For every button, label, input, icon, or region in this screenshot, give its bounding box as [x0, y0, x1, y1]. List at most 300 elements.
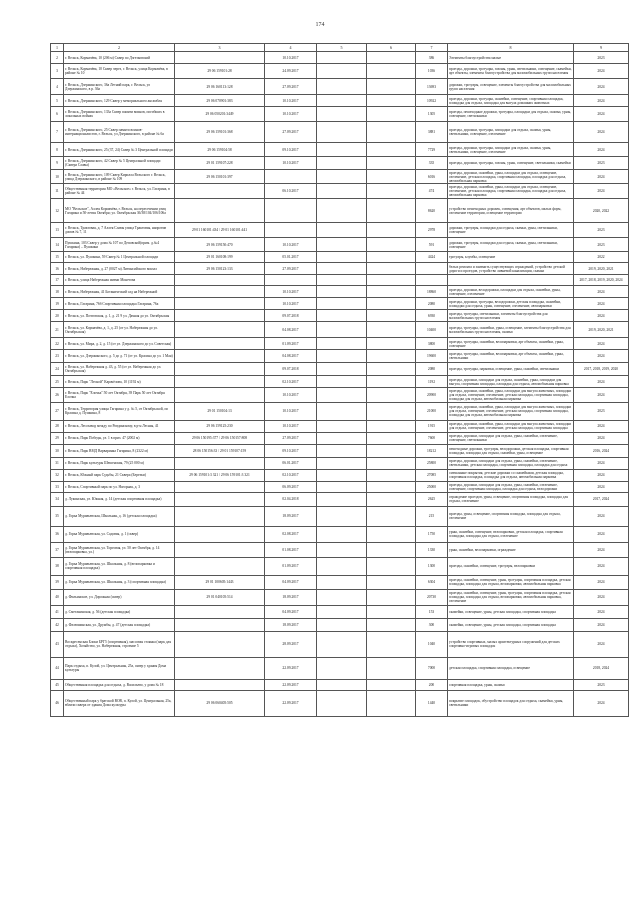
- table-cell-desc: урны, скамейки, освещение, велопарковки, детская площадка, спортивная площадка, площадка для отдыха, озеленение: [448, 526, 574, 542]
- table-cell-c5: [317, 363, 367, 376]
- table-cell-n: 20: [51, 310, 64, 322]
- table-cell-date: 27.09.2017: [265, 122, 317, 143]
- table-cell-area: 8620: [416, 199, 448, 223]
- table-cell-n: 7: [51, 122, 64, 143]
- table-row: [51, 184, 629, 199]
- table-cell-n: 35: [51, 506, 64, 526]
- table-cell-n: 13: [51, 223, 64, 238]
- table-cell-cad: [175, 310, 265, 322]
- table-cell-addr: г. Вельск, Набережная, 41 Ботанический сад на Набережной: [64, 286, 175, 298]
- table-cell-cad: [175, 618, 265, 631]
- table-cell-c6: [367, 618, 416, 631]
- table-cell-date: 27.09.2017: [265, 79, 317, 95]
- table-cell-addr: г. Вельск, ул. Кормачёва, д. 1, д. 25 (от ул. Набережная до ул. Октябрьская): [64, 322, 175, 338]
- table-cell-c6: [367, 143, 416, 157]
- table-cell-n: 11: [51, 184, 64, 199]
- table-cell-c6: [367, 275, 416, 286]
- table-cell-desc: проезды, дорожки, скамейки, урны, площадки для выгула животных, площадки для отдыха, освещение, озеленение, детская площадка, спортивная площадка, площадка для отдыха, автомобильная парковка: [448, 402, 574, 420]
- table-cell-year: 2024: [574, 457, 629, 469]
- table-cell-date: [265, 170, 317, 184]
- table-cell-c6: [367, 526, 416, 542]
- column-header: 9: [574, 44, 629, 52]
- table-cell-date: 05.01.2017: [265, 252, 317, 263]
- table-cell-c6: [367, 363, 416, 376]
- table-cell-c5: [317, 444, 367, 457]
- table-cell-year: 2024: [574, 338, 629, 350]
- table-cell-desc: покрытие площадок, обустройство площадок для отдыха, скамейки, урны, светильники: [448, 690, 574, 716]
- table-cell-desc: [448, 275, 574, 286]
- table-cell-desc: урны, скамейки, велопарковки, ограждение: [448, 542, 574, 557]
- table-row: [51, 542, 629, 557]
- table-cell-cad: [175, 557, 265, 575]
- table-row: [51, 526, 629, 542]
- table-cell-n: 31: [51, 457, 64, 469]
- table-cell-desc: проезды, дорожки, тротуары, площадки для отдыха, скамьи, урны, светильники, освещение, озеленение: [448, 122, 574, 143]
- table-cell-addr: г. Вельск, ул. Пушкина, 59 Сквер № 1 Центральной площади: [64, 252, 175, 263]
- table-cell-desc: проезды, дорожки, скамейки, урны, площадки для выгула животных, площадки для отдыха, освещение, озеленение, детская площадка, спортивная площадка, площадка для отдыха, автомобильная парковка: [448, 388, 574, 402]
- table-cell-date: 10.10.2017: [265, 286, 317, 298]
- table-cell-c5: [317, 469, 367, 481]
- table-cell-c5: [317, 679, 367, 690]
- table-cell-year: 2018, 2024: [574, 657, 629, 679]
- table-row: [51, 402, 629, 420]
- table-cell-date: 09.10.2017: [265, 444, 317, 457]
- table-cell-c6: [367, 263, 416, 275]
- table-cell-year: 2024: [574, 170, 629, 184]
- table-cell-year: 2024: [574, 506, 629, 526]
- column-header: 3: [175, 44, 265, 52]
- table-cell-c5: [317, 506, 367, 526]
- table-cell-date: 04.09.2017: [265, 575, 317, 589]
- table-cell-desc: проезды, тротуары, скамейки, велопарковки, арт объекты, скамейки, урны, освещение: [448, 338, 574, 350]
- table-cell-year: 2024: [574, 575, 629, 589]
- table-cell-n: 28: [51, 420, 64, 432]
- table-cell-c5: [317, 492, 367, 506]
- table-cell-c6: [367, 107, 416, 122]
- table-cell-cad: 29 06 150123:133: [175, 263, 265, 275]
- table-cell-desc: дорожки, тротуары, освещение, элементы благоустройства для маломобильных групп населения: [448, 79, 574, 95]
- table-cell-c5: [317, 457, 367, 469]
- table-row: [51, 557, 629, 575]
- table-cell-desc: проезды, скамейки, освещение, урны, тротуары, спортивная площадка, детская площадка, площадка для отдыха, велопарковки, автомобильная парковка, озеленение: [448, 589, 574, 605]
- table-cell-addr: г. Вельск, Гагарина, 76б Спортивная площадка Гагарина, 76а: [64, 298, 175, 310]
- table-cell-area: 27085: [416, 469, 448, 481]
- table-row: [51, 388, 629, 402]
- table-cell-date: 02.10.2017: [265, 376, 317, 388]
- table-cell-c5: [317, 64, 367, 79]
- table-cell-area: 6304: [416, 575, 448, 589]
- table-cell-n: 19: [51, 298, 64, 310]
- table-cell-cad: 29 06 159104:58: [175, 143, 265, 157]
- table-cell-desc: проезды, дорожки, площадки для отдыха, скамейки, урны, площадки для выгула, спортивная площадка, площадка для отдыха, автомобильная парковка: [448, 376, 574, 388]
- table-cell-addr: г. Вельск, Дзержинского, 109 Сквер Кирилла Вельского г. Вельск, улица Дзержинского, в районе № 109: [64, 170, 175, 184]
- table-cell-cad: [175, 376, 265, 388]
- table-row: [51, 605, 629, 618]
- table-cell-area: 7729: [416, 143, 448, 157]
- table-cell-year: 2019, 2020, 2021: [574, 322, 629, 338]
- table-cell-year: 2019, 2020, 2021: [574, 263, 629, 275]
- table-cell-year: 2024: [574, 107, 629, 122]
- table-cell-desc: проезды, пешеходные дорожки, тротуары, площадки для отдыха, скамьи, урны, освещение, светильники: [448, 107, 574, 122]
- table-cell-c5: [317, 605, 367, 618]
- table-cell-c5: [317, 350, 367, 363]
- table-cell-cad: 29 06 160113:128: [175, 79, 265, 95]
- table-cell-c6: [367, 402, 416, 420]
- table-cell-year: 2024: [574, 350, 629, 363]
- table-cell-addr: г. Вельск, Дзержинского, 25 Сквер памяти воинов-интернационалистов, г. Вельск, ул Дзержинского, в районе № 6а: [64, 122, 175, 143]
- table-cell-addr: г. Вельск, Парк ВМД Варваринка Гагарина, 8 (2322 м): [64, 444, 175, 457]
- table-cell-n: 27: [51, 402, 64, 420]
- table-cell-addr: Пушкина, 103 Сквер у дома № 107 по Деповской(прим. д.№4 Гагарина) – Пушкина: [64, 238, 175, 252]
- table-cell-area: 21000: [416, 402, 448, 420]
- table-row: [51, 420, 629, 432]
- table-cell-desc: пешеходные дорожки, тротуары, велодорожки, детская площадка, спортивная площадка, площадка для отдыха, скамейки, урны, освещение: [448, 444, 574, 457]
- table-cell-addr: г. Вельск, Дзержинского, 36а Летний парк, г. Вельск, ул Дзержинского, в р. 36а: [64, 79, 175, 95]
- table-cell-addr: г. Вельск, Трактовая, д. 7 Аллея Славы улица Трактовая, напротив домов № 7, 11: [64, 223, 175, 238]
- table-cell-addr: Общественный парк у братской ВОВ, п. Кулой, ул. Центральная, 25а, вблизи сквера от здания Дома культуры: [64, 690, 175, 716]
- table-cell-area: 10922: [416, 95, 448, 107]
- table-cell-date: 04.08.2017: [265, 350, 317, 363]
- table-cell-addr: Общественная площадка для отдыха, д. Васильево, у дома № 18: [64, 679, 175, 690]
- column-header: 6: [367, 44, 416, 52]
- table-row: [51, 469, 629, 481]
- table-cell-c6: [367, 184, 416, 199]
- table-cell-area: 474: [416, 184, 448, 199]
- table-cell-cad: 29 01 160108:199: [175, 252, 265, 263]
- table-cell-year: 2024: [574, 286, 629, 298]
- table-cell-n: 12: [51, 199, 64, 223]
- table-cell-area: 386: [416, 52, 448, 64]
- table-cell-c5: [317, 310, 367, 322]
- table-cell-n: 10: [51, 170, 64, 184]
- table-row: [51, 575, 629, 589]
- table-cell-desc: проезды, тротуары, скамейки, велопарковки, арт объекты, скамейки, урны, светильники: [448, 350, 574, 363]
- table-cell-desc: проезды, дорожки, скамейки, урны, площадки для отдыха, освещение, озеленение, детская площадка, спортивная площадка, площадка для отдыха, автомобильная парковка: [448, 184, 574, 199]
- table-cell-desc: проезды, дорожки, площадки для отдыха, урны, скамейки, озеленение, освещение, светильники: [448, 432, 574, 444]
- table-cell-area: 2080: [416, 298, 448, 310]
- table-cell-c5: [317, 481, 367, 492]
- table-cell-desc: детская площадка, спортивная площадка, освещение: [448, 657, 574, 679]
- table-cell-cad: 29 06 060405:505: [175, 690, 265, 716]
- table-cell-c5: [317, 338, 367, 350]
- table-cell-n: 32: [51, 469, 64, 481]
- table-cell-area: 335: [416, 157, 448, 170]
- table-row: [51, 298, 629, 310]
- table-cell-c5: [317, 157, 367, 170]
- territory-table: [50, 43, 629, 717]
- table-cell-date: 27.09.2017: [265, 263, 317, 275]
- table-cell-c5: [317, 432, 367, 444]
- table-cell-year: 2023: [574, 238, 629, 252]
- table-cell-addr: г. Вельск, Дзержинского, 129 Сквер у мемориального ансамбля: [64, 95, 175, 107]
- table-cell-area: 1330: [416, 542, 448, 557]
- table-cell-desc: проезды, дорожки, велодорожки, площадки для отдыха, скамейки, урны, освещение, озеленение: [448, 286, 574, 298]
- table-row: [51, 506, 629, 526]
- table-cell-desc: проезды, дорожки, тротуары, газоны, урны, светильники, освещение, скамейки, арт объекты, элементы благоустройства для маломобильных групп населения: [448, 64, 574, 79]
- table-cell-addr: д. Горка Муравьевская, ул. Садовая, д. 1 (сквер): [64, 526, 175, 542]
- table-cell-cad: [175, 199, 265, 223]
- table-cell-cad: 28 06 150156:33 / 29 01 159107:159: [175, 444, 265, 457]
- table-cell-cad: 29 06 150101:397: [175, 170, 265, 184]
- table-row: [51, 95, 629, 107]
- table-cell-desc: проезды, тротуары, парковки, освещение, урны, скамейки, светильники: [448, 363, 574, 376]
- table-cell-desc: проезды, дорожки, скамейки, урны, площадки для выгула животных, площадки для отдыха, освещение, озеленение, детская площадка, спортивная площадка: [448, 420, 574, 432]
- table-cell-cad: [175, 481, 265, 492]
- table-cell-addr: д. Фалюшинская, ул. Дружбы, д. 47 (детская площадка): [64, 618, 175, 631]
- column-header: 8: [448, 44, 574, 52]
- table-row: [51, 690, 629, 716]
- table-cell-addr: д. Горка Муравьевская, ул. Школьная, д. 3 (спортивная площадка): [64, 575, 175, 589]
- table-cell-desc: ограждение проездов, урны, освещение, спортивная площадка, площадка для отдыха, озеленение: [448, 492, 574, 506]
- table-cell-area: 2625: [416, 492, 448, 506]
- table-cell-date: 04.08.2017: [265, 322, 317, 338]
- table-cell-addr: г. Вельск, Парк культуры Шешенская, 79 (25 000 м): [64, 457, 175, 469]
- table-cell-date: 22.09.2017: [265, 690, 317, 716]
- table-cell-year: 2024: [574, 557, 629, 575]
- table-cell-addr: г. Вельск, Дзержинского, 133а Сквер памяти воинов, погибших в локальных войнах: [64, 107, 175, 122]
- table-cell-addr: г. Вельск, Спортивный парк по ул. Нагорная, д. 3: [64, 481, 175, 492]
- table-cell-n: 2: [51, 52, 64, 64]
- table-cell-addr: д. Горка Муравьевская, Школьная, д. 16 (детская площадка): [64, 506, 175, 526]
- table-cell-n: 34: [51, 492, 64, 506]
- table-cell-n: 8: [51, 143, 64, 157]
- table-cell-addr: МО "Вельское", Аллея Кормачёва, г. Вельск, на пересечении улиц Гагарина и 50-летия Октября; ул. Октябрьская 36/38/104/106/106а: [64, 199, 175, 223]
- table-cell-c6: [367, 298, 416, 310]
- table-cell-date: 18.09.2017: [265, 618, 317, 631]
- table-cell-year: 2024: [574, 388, 629, 402]
- page-number: 174: [315, 22, 325, 28]
- table-cell-addr: г. Вельск, Дзержинского, 42 Сквер № 5 Центральной площади (Сквера Славы): [64, 157, 175, 170]
- table-cell-area: 200: [416, 679, 448, 690]
- table-cell-cad: [175, 286, 265, 298]
- table-cell-n: 4: [51, 79, 64, 95]
- table-cell-year: 2024: [574, 526, 629, 542]
- table-cell-date: 01.09.2017: [265, 338, 317, 350]
- table-cell-year: 2024: [574, 481, 629, 492]
- table-cell-year: 2024: [574, 184, 629, 199]
- table-cell-n: 37: [51, 542, 64, 557]
- table-cell-date: 02.08.2017: [265, 526, 317, 542]
- column-header: 5: [317, 44, 367, 52]
- table-cell-date: [265, 223, 317, 238]
- table-cell-desc: проезды, скамейки, освещение, тротуары, велопарковки: [448, 557, 574, 575]
- table-cell-year: 2024: [574, 605, 629, 618]
- table-cell-c6: [367, 122, 416, 143]
- table-cell-n: 16: [51, 263, 64, 275]
- table-cell-area: 1305: [416, 107, 448, 122]
- table-cell-cad: [175, 322, 265, 338]
- table-cell-desc: проезды, дорожки, площадки для отдыха, урны, скамейки, озеленение, освещение, спортивная площадка, площадка для отдыха, велодорожки: [448, 481, 574, 492]
- table-cell-year: 2023: [574, 679, 629, 690]
- table-cell-date: 18.09.2017: [265, 506, 317, 526]
- table-cell-year: 2023: [574, 52, 629, 64]
- table-cell-c6: [367, 631, 416, 657]
- table-cell-c6: [367, 310, 416, 322]
- table-cell-n: 26: [51, 388, 64, 402]
- table-cell-cad: 29 01 150104:13: [175, 402, 265, 420]
- table-cell-c6: [367, 170, 416, 184]
- table-cell-c5: [317, 690, 367, 716]
- table-row: [51, 457, 629, 469]
- table-cell-c6: [367, 557, 416, 575]
- table-cell-year: 2024: [574, 469, 629, 481]
- table-row: [51, 338, 629, 350]
- table-cell-year: 2023: [574, 223, 629, 238]
- table-cell-cad: 29 01 040105:514: [175, 589, 265, 605]
- table-cell-cad: [175, 506, 265, 526]
- table-cell-cad: 29 01 159107:228: [175, 157, 265, 170]
- table-cell-cad: 29 06 159150:470: [175, 238, 265, 252]
- table-cell-date: 09.10.2017: [265, 143, 317, 157]
- table-cell-date: 01.08.2017: [265, 542, 317, 557]
- table-row: [51, 322, 629, 338]
- table-cell-c5: [317, 238, 367, 252]
- table-cell-n: 36: [51, 526, 64, 542]
- table-cell-c6: [367, 492, 416, 506]
- table-cell-cad: [175, 350, 265, 363]
- table-cell-area: 2978: [416, 223, 448, 238]
- table-cell-desc: проезды, урны, освещение, спортивная площадка, площадка для отдыха, озеленение: [448, 506, 574, 526]
- table-cell-date: 02.04.2018: [265, 492, 317, 506]
- table-cell-c5: [317, 298, 367, 310]
- table-cell-area: 6016: [416, 170, 448, 184]
- table-row: [51, 252, 629, 263]
- table-cell-desc: проезды, скамейки, освещение, урны, тротуары, спортивная площадка, детская площадка, площадка для отдыха, велопарковки, автомобильная парковка: [448, 575, 574, 589]
- table-cell-cad: [175, 542, 265, 557]
- table-row: [51, 143, 629, 157]
- table-cell-area: 18212: [416, 444, 448, 457]
- table-cell-c6: [367, 457, 416, 469]
- table-cell-addr: д. Сметанинская, д. 56 (детская площадка): [64, 605, 175, 618]
- table-cell-n: 21: [51, 322, 64, 338]
- table-cell-cad: 29 06 159125:230: [175, 420, 265, 432]
- table-cell-n: 45: [51, 679, 64, 690]
- table-cell-desc: проезды, тротуары, скамейки, урны, освещение, элементы благоустройства для маломобильных групп населения, скамьи: [448, 322, 574, 338]
- table-cell-desc: проезды, дорожки, тротуары, газоны, урны, освещение, светильники, скамейки: [448, 157, 574, 170]
- table-cell-n: 42: [51, 618, 64, 631]
- table-cell-c6: [367, 322, 416, 338]
- table-cell-c5: [317, 631, 367, 657]
- table-cell-date: 18.09.2017: [265, 589, 317, 605]
- table-cell-area: 591: [416, 238, 448, 252]
- table-cell-c6: [367, 388, 416, 402]
- table-cell-c5: [317, 52, 367, 64]
- table-cell-desc: проезды, тротуары, светильники, элементы благоустройства для маломобильных групп населения: [448, 310, 574, 322]
- table-cell-c5: [317, 657, 367, 679]
- table-row: [51, 444, 629, 457]
- table-cell-year: 2024: [574, 122, 629, 143]
- table-row: [51, 310, 629, 322]
- table-cell-c5: [317, 122, 367, 143]
- table-cell-c6: [367, 252, 416, 263]
- table-cell-n: 30: [51, 444, 64, 457]
- table-cell-n: 39: [51, 575, 64, 589]
- table-cell-c6: [367, 432, 416, 444]
- table-row: [51, 363, 629, 376]
- table-cell-date: 06.10.2017: [265, 184, 317, 199]
- table-cell-year: 2017, 2024: [574, 492, 629, 506]
- table-cell-desc: проезды, дорожки, тротуары, велодорожки, детская площадка, скамейки, площадки для отдыха, урны, освещение, озеленение, автопарковки: [448, 298, 574, 310]
- table-cell-n: 23: [51, 350, 64, 363]
- table-cell-c6: [367, 481, 416, 492]
- table-cell-addr: г. Вельск, Парк Победы, ул. 1 в приз. 47 (2002 м): [64, 432, 175, 444]
- table-cell-year: 2017, 2018, 2019, 2020: [574, 363, 629, 376]
- table-cell-cad: [175, 605, 265, 618]
- table-cell-c6: [367, 199, 416, 223]
- table-cell-date: 22.09.2017: [265, 657, 317, 679]
- column-header: 2: [64, 44, 175, 52]
- table-cell-date: 28.09.2017: [265, 631, 317, 657]
- table-cell-year: 2020, 2022: [574, 199, 629, 223]
- table-cell-c6: [367, 506, 416, 526]
- table-cell-cad: 29 06 159101:3 321 / 29 06 159101:3 321: [175, 469, 265, 481]
- table-cell-area: 19600: [416, 350, 448, 363]
- table-cell-cad: [175, 363, 265, 376]
- table-cell-area: 7600: [416, 432, 448, 444]
- table-cell-c6: [367, 679, 416, 690]
- table-cell-cad: [175, 679, 265, 690]
- table-cell-desc: скамейки, освещение, урны, детская площадка, спортивная площадка: [448, 618, 574, 631]
- table-cell-year: 2024: [574, 298, 629, 310]
- table-cell-n: 44: [51, 657, 64, 679]
- table-cell-c5: [317, 275, 367, 286]
- table-cell-cad: [175, 52, 265, 64]
- table-cell-area: 1192: [416, 376, 448, 388]
- table-cell-addr: г. Вельск, Кормачёва, 10 (206 м) Сквер по Дзгезковский: [64, 52, 175, 64]
- table-cell-c5: [317, 170, 367, 184]
- table-cell-cad: [175, 631, 265, 657]
- table-cell-date: 10.10.2017: [265, 298, 317, 310]
- table-cell-area: 1300: [416, 557, 448, 575]
- table-cell-cad: [175, 657, 265, 679]
- table-cell-c6: [367, 64, 416, 79]
- table-cell-date: 06.01.2017: [265, 457, 317, 469]
- column-header: 4: [265, 44, 317, 52]
- table-cell-desc: дорожки, тротуары, площадки для отдыха, скамьи, урны, светильники, освещение: [448, 223, 574, 238]
- table-cell-c6: [367, 157, 416, 170]
- table-cell-c5: [317, 286, 367, 298]
- table-cell-date: 10.10.2017: [265, 107, 317, 122]
- table-cell-date: 09.07.2018: [265, 310, 317, 322]
- table-cell-date: 27.09.2017: [265, 432, 317, 444]
- table-cell-n: 38: [51, 557, 64, 575]
- table-cell-addr: г. Вельск, Дзержинского, 25 (37, 24) Сквер № 3 Центральной площади: [64, 143, 175, 157]
- table-cell-cad: [175, 298, 265, 310]
- table-cell-year: 2024: [574, 376, 629, 388]
- table-cell-cad: 29 06 150195:377 / 29 06 150157:808: [175, 432, 265, 444]
- table-cell-year: 2024: [574, 143, 629, 157]
- table-cell-year: 2017, 2018, 2019, 2020, 2024: [574, 275, 629, 286]
- table-cell-addr: г. Вельск, Парк "Лесной" Карачёлова, 10 (1192 м): [64, 376, 175, 388]
- table-cell-c6: [367, 238, 416, 252]
- table-cell-area: 3800: [416, 338, 448, 350]
- table-cell-desc: дорожки, тротуары, площадки для отдыха, скамьи, урны, светильники, освещение: [448, 238, 574, 252]
- table-cell-area: 1915: [416, 420, 448, 432]
- table-cell-c6: [367, 542, 416, 557]
- table-cell-addr: д. Лукинская, ул. Южная, д. 14 (детская спортивная площадка): [64, 492, 175, 506]
- table-cell-area: 10400: [416, 322, 448, 338]
- table-row: [51, 79, 629, 95]
- table-cell-c6: [367, 95, 416, 107]
- table-cell-c5: [317, 575, 367, 589]
- table-cell-desc: проезды, дорожки, скамейки, урны, площадки для отдыха, освещение, озеленение, детская площадка, спортивная площадка, площадка для отдыха, автомобильная парковка: [448, 170, 574, 184]
- table-cell-desc: Элементы благоустройства малые: [448, 52, 574, 64]
- table-cell-addr: г. Вельск, улица Набережная имени Монетова: [64, 275, 175, 286]
- table-cell-n: 43: [51, 631, 64, 657]
- table-cell-c5: [317, 526, 367, 542]
- table-cell-year: 2016, 2024: [574, 444, 629, 457]
- table-cell-n: 22: [51, 338, 64, 350]
